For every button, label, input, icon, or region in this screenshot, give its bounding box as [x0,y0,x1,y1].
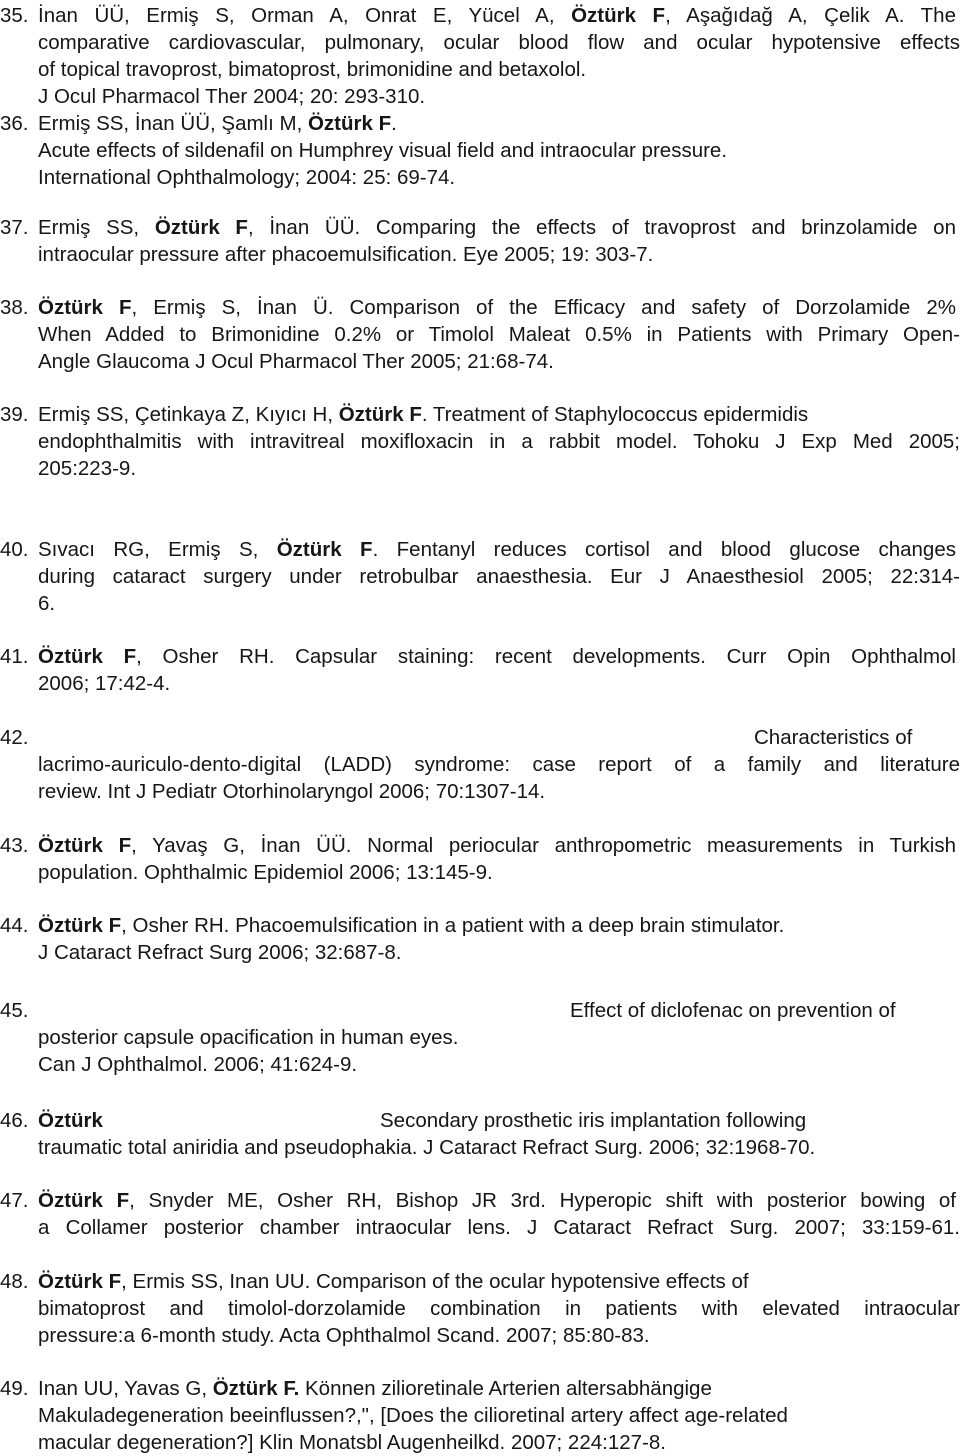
citation-text: , Osher RH. Capsular staining: recent developments. Curr Opin Ophthalmol [136,645,956,668]
reference-line [38,939,402,966]
reference-line [0,912,784,939]
citation-text: 6. [38,592,56,615]
reference-line [0,536,956,563]
reference-number: 42. [0,726,29,749]
citation-text: macular degeneration?] Klin Monatsbl Augenheilkd. 2007; 224:127-8. [38,1431,666,1454]
reference-number: 39. [0,403,29,426]
author-name-bold: Öztürk F [338,403,422,426]
citation-text: Ermiş SS, Çetinkaya Z, Kıyıcı H, [38,403,339,426]
reference-line [38,1322,650,1349]
citation-text: İnan ÜÜ, Ermiş S, Orman A, Onrat E, Yücel A, [38,4,572,27]
reference-number: 44. [0,914,29,937]
reference-number: 37. [0,216,29,239]
citation-text: Acute effects of sildenafil on Humphrey visual field and intraocular pressure. [38,139,728,162]
reference-line [38,1295,960,1322]
citation-text: a Collamer posterior chamber intraocular lens. J Cataract Refract Surg. 2007; 33:159-61. [38,1216,960,1239]
citation-text: Inan UU, Yavas G, [38,1377,213,1400]
reference-line [38,455,136,482]
citation-text: , Yavaş G, İnan ÜÜ. Normal periocular anthropometric measurements in Turkish [131,834,956,857]
reference-line [0,2,956,29]
author-name-bold: Öztürk F [571,4,666,27]
reference-line [38,1402,788,1429]
reference-line [0,1375,712,1402]
reference-line [38,164,455,191]
reference-line [38,1429,666,1456]
reference-title-start: Secondary prosthetic iris implantation following [380,1109,807,1132]
reference-line [38,29,960,56]
citation-text: Können zilioretinale Arterien altersabhängige [299,1377,712,1400]
citation-text: 2006; 17:42-4. [38,672,171,695]
reference-number: 45. [0,999,29,1022]
citation-text: J Cataract Refract Surg 2006; 32:687-8. [38,941,402,964]
reference-line [38,428,960,455]
citation-text: , İnan ÜÜ. Comparing the effects of travoprost and brinzolamide on [247,216,956,239]
citation-text: , Ermis SS, Inan UU. Comparison of the ocular hypotensive effects of [121,1270,749,1293]
reference-line [38,751,960,778]
reference-number: 35. [0,4,29,27]
reference-line [38,348,554,375]
reference-line [0,1268,749,1295]
author-name-bold: Öztürk F [276,538,373,561]
reference-number: 49. [0,1377,29,1400]
reference-line [38,321,960,348]
author-name-bold: Öztürk F. [212,1377,300,1400]
reference-line [38,1024,459,1051]
citation-text: Makuladegeneration beeinflussen?,", [Does the cilioretinal artery affect age-related [38,1404,788,1427]
reference-line [38,137,727,164]
reference-line [38,859,493,886]
reference-number: 36. [0,112,29,135]
reference-line [38,670,170,697]
citation-text: during cataract surgery under retrobulbar anaesthesia. Eur J Anaesthesiol 2005; 22:314- [38,565,960,588]
reference-number: 40. [0,538,29,561]
reference-line [0,401,808,428]
citation-text: endophthalmitis with intravitreal moxifloxacin in a rabbit model. Tohoku J Exp Med 2005; [38,430,960,453]
reference-number: 43. [0,834,29,857]
citation-text: review. Int J Pediatr Otorhinolaryngol 2006; 70:1307-14. [38,780,546,803]
reference-line [0,1107,103,1134]
citation-text: intraocular pressure after phacoemulsification. Eye 2005; 19: 303-7. [38,243,654,266]
citation-text: , Snyder ME, Osher RH, Bishop JR 3rd. Hyperopic shift with posterior bowing of [129,1189,956,1212]
author-name-bold: Öztürk F [38,834,132,857]
reference-number: 47. [0,1189,29,1212]
reference-line [38,1214,960,1241]
reference-line [38,590,55,617]
citation-text: Ermiş SS, [38,216,155,239]
author-name-bold: Öztürk F [307,112,392,135]
author-name-bold: Öztürk [38,1109,103,1132]
author-name-bold: Öztürk F [38,914,122,937]
citation-text: , Ermiş S, İnan Ü. Comparison of the Efficacy and safety of Dorzolamide 2% [131,296,956,319]
reference-line [38,563,960,590]
citation-text: of topical travoprost, bimatoprost, brimonidine and betaxolol. [38,58,587,81]
citation-text: population. Ophthalmic Epidemiol 2006; 13:145-9. [38,861,493,884]
citation-text: pressure:a 6-month study. Acta Ophthalmol Scand. 2007; 85:80-83. [38,1324,650,1347]
citation-text: lacrimo-auriculo-dento-digital (LADD) syndrome: case report of a family and literature [38,753,960,776]
reference-number: 41. [0,645,29,668]
reference-line [38,1134,815,1161]
reference-line [0,997,38,1024]
reference-line [0,1187,956,1214]
citation-text: . Treatment of Staphylococcus epidermidis [421,403,809,426]
citation-text: traumatic total aniridia and pseudophakia. J Cataract Refract Surg. 2006; 32:1968-70. [38,1136,816,1159]
citation-text: Ermiş SS, İnan ÜÜ, Şamlı M, [38,112,308,135]
reference-title-start: Effect of diclofenac on prevention of [570,999,896,1022]
author-name-bold: Öztürk F [38,1189,130,1212]
reference-number: 46. [0,1109,29,1132]
citation-text: . [391,112,397,135]
citation-text: International Ophthalmology; 2004: 25: 69-74. [38,166,456,189]
citation-text: posterior capsule opacification in human eyes. [38,1026,459,1049]
reference-line [0,643,956,670]
citation-text: , Aşağıdağ A, Çelik A. The [665,4,956,27]
citation-text: Can J Ophthalmol. 2006; 41:624-9. [38,1053,358,1076]
citation-text: When Added to Brimonidine 0.2% or Timolol Maleat 0.5% in Patients with Primary Open- [38,323,960,346]
author-name-bold: Öztürk F [38,645,137,668]
author-name-bold: Öztürk F [154,216,248,239]
citation-text: J Ocul Pharmacol Ther 2004; 20: 293-310. [38,85,426,108]
reference-line [38,83,425,110]
citation-text: , Osher RH. Phacoemulsification in a patient with a deep brain stimulator. [121,914,785,937]
reference-line [38,241,653,268]
citation-text: Sıvacı RG, Ermiş S, [38,538,277,561]
reference-line [38,778,545,805]
reference-line [38,1051,357,1078]
author-name-bold: Öztürk F [38,1270,122,1293]
citation-text: 205:223-9. [38,457,137,480]
citation-text: comparative cardiovascular, pulmonary, ocular blood flow and ocular hypotensive effects [38,31,960,54]
reference-line [0,832,956,859]
reference-line [0,110,397,137]
reference-line [38,56,586,83]
reference-line [0,214,956,241]
citation-text: bimatoprost and timolol-dorzolamide combination in patients with elevated intraocular [38,1297,960,1320]
reference-line [0,724,38,751]
reference-title-start: Characteristics of [754,726,913,749]
author-name-bold: Öztürk F [38,296,132,319]
reference-line [0,294,956,321]
citation-text: . Fentanyl reduces cortisol and blood glucose changes [372,538,956,561]
reference-number: 38. [0,296,29,319]
citation-text: Angle Glaucoma J Ocul Pharmacol Ther 2005; 21:68-74. [38,350,554,373]
reference-number: 48. [0,1270,29,1293]
